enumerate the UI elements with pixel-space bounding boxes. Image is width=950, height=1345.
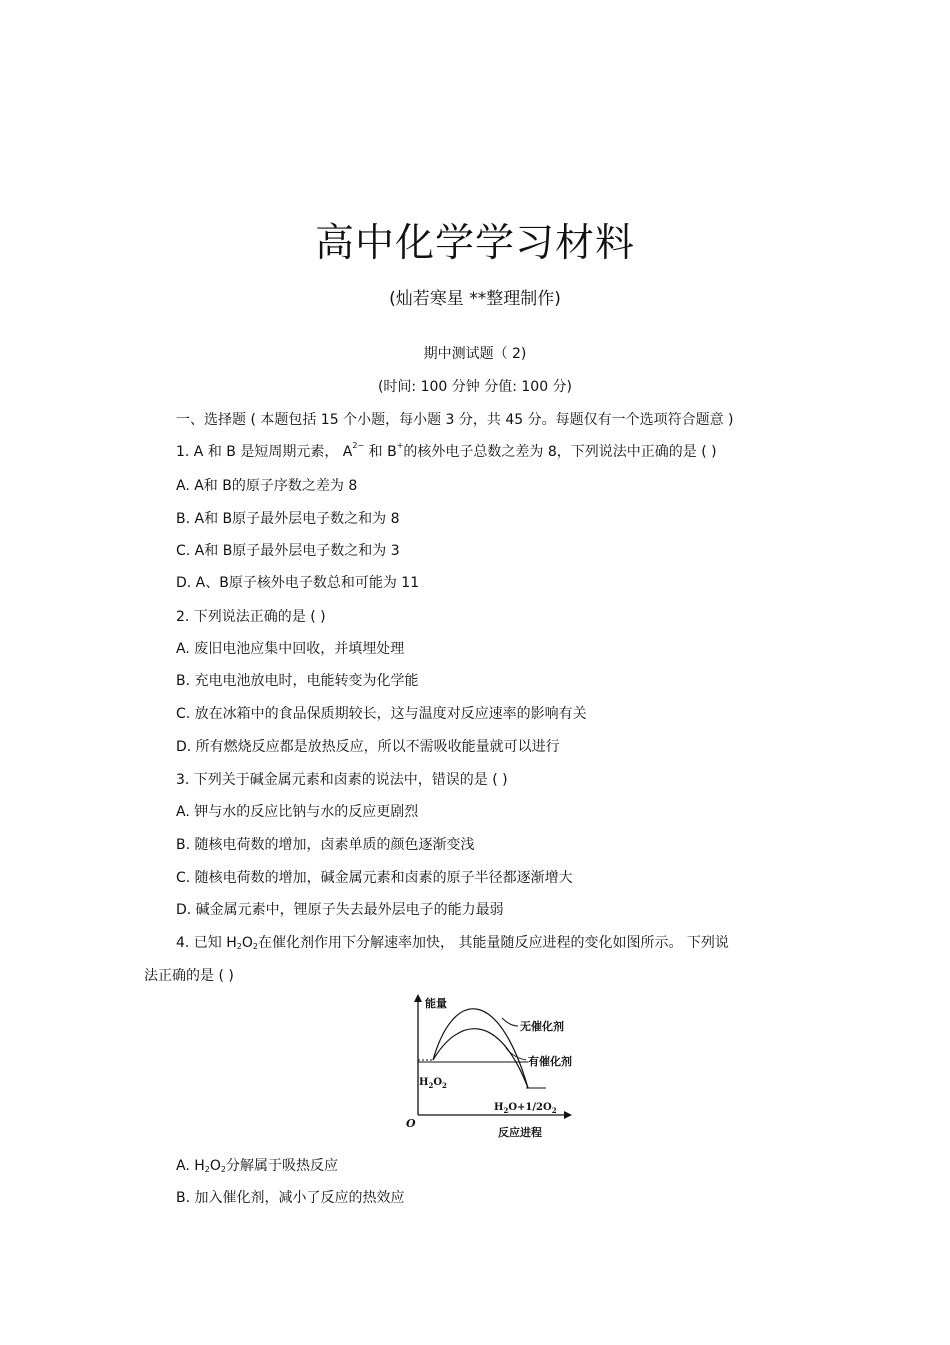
question-3-stem: 3. 下列关于碱金属元素和卤素的说法中，错误的是 ( ) — [176, 772, 508, 788]
question-2-option-d: D. 所有燃烧反应都是放热反应，所以不需吸收能量就可以进行 — [176, 739, 560, 755]
question-2-option-c: C. 放在冰箱中的食品保质期较长，这与温度对反应速率的影响有关 — [176, 706, 587, 722]
section-intro: 一、选择题 ( 本题包括 15 个小题，每小题 3 分，共 45 分。每题仅有一个选项符合题意 ) — [176, 412, 734, 428]
question-1-stem-part-c: 的核外电子总数之差为 8，下列说法中正确的是 ( ) — [403, 444, 717, 460]
question-4-option-a-pre: A. H — [176, 1158, 205, 1174]
x-axis-arrow — [564, 1111, 572, 1119]
question-2-option-a: A. 废旧电池应集中回收，并填埋处理 — [176, 641, 405, 657]
question-4-stem-part-b: O — [241, 935, 253, 951]
question-1-stem-part-b: 和 B — [368, 444, 397, 460]
curve-no-catalyst-label: 无催化剂 — [520, 1020, 564, 1033]
subscript-2: 2 — [220, 1165, 226, 1174]
origin-label: O — [406, 1117, 416, 1130]
question-4-option-b: B. 加入催化剂，减小了反应的热效应 — [176, 1190, 405, 1206]
subscript-2: 2 — [252, 942, 259, 951]
question-1-option-a: A. A和 B的原子序数之差为 8 — [176, 478, 358, 494]
exam-name: 期中测试题（ 2) — [423, 346, 527, 362]
subscript-2: 2 — [204, 1165, 210, 1174]
question-4-option-a-mid: O — [209, 1158, 221, 1174]
leader-no-catalyst — [502, 1018, 518, 1026]
curve-with-catalyst-label: 有催化剂 — [528, 1055, 572, 1068]
question-1-stem-part-a: 1. A 和 B 是短周期元素， A — [176, 444, 353, 460]
superscript-plus: + — [396, 441, 404, 450]
x-axis-label: 反应进程 — [498, 1126, 542, 1139]
question-4-stem-part-c: 在催化剂作用下分解速率加快， 其能量随反应进程的变化如图所示。 下列说 — [258, 935, 729, 951]
question-2-stem: 2. 下列说法正确的是 ( ) — [176, 609, 326, 625]
document-title: 高中化学学习材料 — [314, 221, 635, 266]
question-1-option-d: D. A、B原子核外电子数总和可能为 11 — [176, 575, 420, 591]
question-3-option-d: D. 碱金属元素中，锂原子失去最外层电子的能力最弱 — [176, 902, 504, 918]
question-3-option-c: C. 随核电荷数的增加，碱金属元素和卤素的原子半径都逐渐增大 — [176, 870, 573, 886]
question-4-stem-line-2: 法正确的是 ( ) — [144, 968, 234, 984]
question-2-option-b: B. 充电电池放电时，电能转变为化学能 — [176, 673, 419, 689]
question-4-option-a-post: 分解属于吸热反应 — [225, 1158, 338, 1174]
curve-no-catalyst — [433, 1009, 528, 1088]
question-3-option-b: B. 随核电荷数的增加，卤素单质的颜色逐渐变浅 — [176, 837, 475, 853]
question-4-stem-line-1 — [176, 932, 729, 952]
question-1-option-c: C. A和 B原子最外层电子数之和为 3 — [176, 543, 400, 559]
question-4-stem-part-a: 4. 已知 H — [176, 935, 237, 951]
y-axis-label: 能量 — [425, 997, 447, 1010]
curve-with-catalyst — [433, 1029, 528, 1088]
reactant-label: $H_2O_2$ — [419, 1077, 447, 1090]
question-4-option-a — [176, 1155, 338, 1175]
question-1-stem — [176, 441, 717, 461]
y-axis-arrow — [414, 994, 422, 1002]
superscript-2-minus: 2− — [352, 441, 365, 450]
subscript-2: 2 — [236, 942, 242, 951]
question-1-option-b: B. A和 B原子最外层电子数之和为 8 — [176, 511, 400, 527]
exam-info: (时间: 100 分钟 分值: 100 分) — [377, 379, 573, 395]
product-label: $H_2O+1/2O_2$ — [494, 1102, 557, 1115]
document-subtitle: (灿若寒星 **整理制作) — [389, 289, 561, 309]
question-3-option-a: A. 钾与水的反应比钠与水的反应更剧烈 — [176, 804, 419, 820]
energy-reaction-diagram — [398, 990, 588, 1142]
